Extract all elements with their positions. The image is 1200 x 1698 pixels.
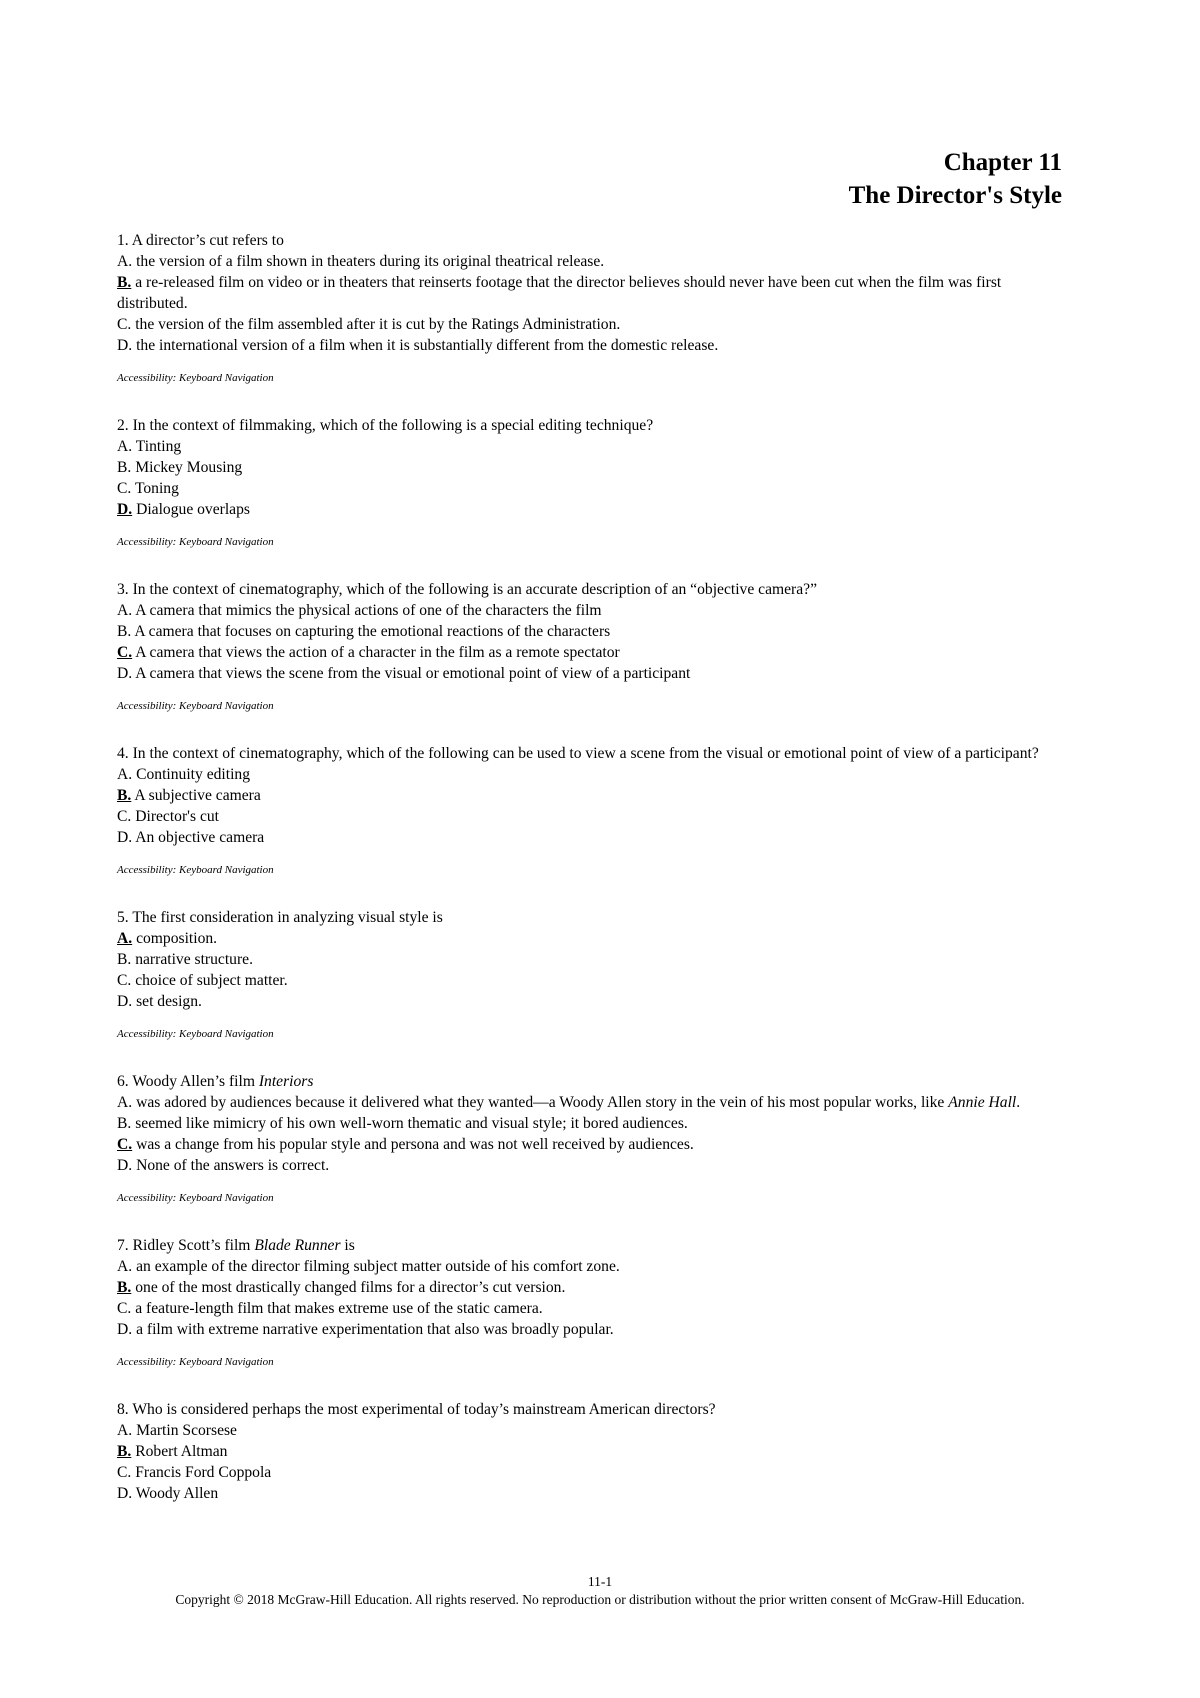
option-letter: C. <box>117 1300 132 1317</box>
text-segment: The first consideration in analyzing visual style is <box>132 909 443 926</box>
text-segment: In the context of filmmaking, which of the following is a special editing technique? <box>132 417 654 434</box>
text-segment: A subjective camera <box>134 787 261 804</box>
text-segment: Woody Allen <box>135 1485 219 1502</box>
italic-title: Annie Hall <box>948 1094 1017 1111</box>
text-segment: the version of a film shown in theaters during its original theatrical release. <box>136 253 605 270</box>
question-text <box>117 907 1063 928</box>
accessibility-note: Accessibility: Keyboard Navigation <box>117 372 274 384</box>
question-text <box>117 579 1063 600</box>
question-text <box>117 743 1063 764</box>
option-letter: A. <box>117 602 133 619</box>
text-segment: Tinting <box>135 438 182 455</box>
accessibility-note: Accessibility: Keyboard Navigation <box>117 864 274 876</box>
answer-option <box>117 1155 1063 1176</box>
text-segment: the version of the film assembled after it is cut by the Ratings Administration. <box>135 316 621 333</box>
answer-option <box>117 478 1063 499</box>
text-segment: the international version of a film when it is substantially different from the domestic release. <box>136 337 719 354</box>
text-segment: Mickey Mousing <box>135 459 243 476</box>
option-letter: A. <box>117 1094 133 1111</box>
accessibility-note: Accessibility: Keyboard Navigation <box>117 1192 274 1204</box>
text-segment: Robert Altman <box>135 1443 228 1460</box>
italic-title: Interiors <box>258 1073 314 1090</box>
text-segment: None of the answers is correct. <box>136 1157 330 1174</box>
page-number: 11-1 <box>587 1574 613 1589</box>
option-letter: B. <box>117 1115 132 1132</box>
option-letter: D. <box>117 1157 133 1174</box>
text-segment: composition. <box>136 930 218 947</box>
answer-option <box>117 991 1063 1012</box>
correct-answer-letter: D. <box>117 501 133 518</box>
answer-option <box>117 251 1063 272</box>
option-letter: B. <box>117 459 132 476</box>
question-number: 8. <box>117 1401 129 1418</box>
text-segment: Francis Ford Coppola <box>135 1464 272 1481</box>
correct-answer-letter: C. <box>117 1136 133 1153</box>
text-segment: Director's cut <box>135 808 219 825</box>
text-segment: An objective camera <box>135 829 265 846</box>
answer-option <box>117 1092 1063 1113</box>
question-item <box>117 415 1063 549</box>
correct-answer-letter: B. <box>117 787 132 804</box>
answer-option <box>117 1441 1063 1462</box>
answer-option <box>117 1319 1063 1340</box>
question-text <box>117 1235 1063 1256</box>
option-letter: B. <box>117 623 132 640</box>
option-letter: B. <box>117 951 132 968</box>
option-letter: C. <box>117 808 132 825</box>
accessibility-note: Accessibility: Keyboard Navigation <box>117 536 274 548</box>
question-item <box>117 1235 1063 1369</box>
copyright-notice: Copyright © 2018 McGraw-Hill Education. All rights reserved. No reproduction or distribution without the prior written consent of McGraw-Hill Education. <box>175 1592 1025 1607</box>
text-segment: Continuity editing <box>136 766 251 783</box>
answer-option <box>117 928 1063 949</box>
answer-option <box>117 1483 1063 1504</box>
text-segment: Toning <box>134 480 179 497</box>
question-text <box>117 1071 1063 1092</box>
option-letter: D. <box>117 665 133 682</box>
option-letter: D. <box>117 1321 133 1338</box>
answer-option <box>117 621 1063 642</box>
answer-option <box>117 600 1063 621</box>
option-letter: A. <box>117 766 133 783</box>
text-segment: A camera that mimics the physical actions of one of the characters the film <box>135 602 602 619</box>
question-text <box>117 230 1063 251</box>
text-segment: was adored by audiences because it delivered what they wanted—a Woody Allen story in the vein of his most popular works, like <box>136 1094 949 1111</box>
answer-option <box>117 764 1063 785</box>
option-letter: C. <box>117 316 132 333</box>
text-segment: A camera that views the scene from the visual or emotional point of view of a participant <box>135 665 691 682</box>
text-segment: A camera that views the action of a character in the film as a remote spectator <box>135 644 620 661</box>
answer-option <box>117 663 1063 684</box>
question-list <box>117 230 1063 1534</box>
question-item <box>117 1071 1063 1205</box>
text-segment: In the context of cinematography, which of the following can be used to view a scene from the visual or emotional point of view of a participant? <box>132 745 1039 762</box>
accessibility-note: Accessibility: Keyboard Navigation <box>117 700 274 712</box>
text-segment: Martin Scorsese <box>136 1422 237 1439</box>
question-item <box>117 1399 1063 1504</box>
question-number: 1. <box>117 232 129 249</box>
answer-option <box>117 314 1063 335</box>
option-letter: D. <box>117 1485 133 1502</box>
page-footer <box>0 1573 1200 1609</box>
chapter-title: The Director's Style <box>848 182 1062 209</box>
correct-answer-letter: B. <box>117 1279 132 1296</box>
text-segment: Who is considered perhaps the most experimental of today’s mainstream American directors? <box>132 1401 716 1418</box>
accessibility-note: Accessibility: Keyboard Navigation <box>117 1356 274 1368</box>
option-letter: C. <box>117 972 132 989</box>
option-letter: A. <box>117 1422 133 1439</box>
answer-option <box>117 457 1063 478</box>
answer-option <box>117 970 1063 991</box>
answer-option <box>117 1462 1063 1483</box>
text-segment: choice of subject matter. <box>135 972 288 989</box>
accessibility-note: Accessibility: Keyboard Navigation <box>117 1028 274 1040</box>
italic-title: Blade Runner <box>254 1237 341 1254</box>
text-segment: narrative structure. <box>135 951 253 968</box>
option-letter: A. <box>117 253 133 270</box>
text-segment: A director’s cut refers to <box>131 232 284 249</box>
option-letter: A. <box>117 1258 133 1275</box>
question-number: 4. <box>117 745 129 762</box>
answer-option <box>117 642 1063 663</box>
text-segment: In the context of cinematography, which of the following is an accurate description of an “objective camera?” <box>132 581 818 598</box>
option-letter: A. <box>117 438 133 455</box>
question-number: 2. <box>117 417 129 434</box>
correct-answer-letter: C. <box>117 644 133 661</box>
text-segment: a feature-length film that makes extreme use of the static camera. <box>135 1300 543 1317</box>
text-segment: is <box>340 1237 355 1254</box>
answer-option <box>117 1113 1063 1134</box>
answer-option <box>117 436 1063 457</box>
answer-option <box>117 1277 1063 1298</box>
question-text <box>117 1399 1063 1420</box>
text-segment: a film with extreme narrative experimentation that also was broadly popular. <box>136 1321 614 1338</box>
question-number: 5. <box>117 909 129 926</box>
chapter-number: Chapter 11 <box>943 149 1062 176</box>
chapter-header <box>849 146 1062 212</box>
text-segment: Ridley Scott’s film <box>132 1237 255 1254</box>
text-segment: Dialogue overlaps <box>136 501 250 518</box>
text-segment: one of the most drastically changed films for a director’s cut version. <box>135 1279 566 1296</box>
question-text <box>117 415 1063 436</box>
answer-option <box>117 272 1063 314</box>
text-segment: A camera that focuses on capturing the emotional reactions of the characters <box>134 623 611 640</box>
question-item <box>117 743 1063 877</box>
text-segment: seemed like mimicry of his own well-worn thematic and visual style; it bored audiences. <box>135 1115 688 1132</box>
question-item <box>117 579 1063 713</box>
option-letter: D. <box>117 829 133 846</box>
option-letter: C. <box>117 480 132 497</box>
answer-option <box>117 1256 1063 1277</box>
answer-option <box>117 335 1063 356</box>
answer-option <box>117 827 1063 848</box>
option-letter: C. <box>117 1464 132 1481</box>
answer-option <box>117 1134 1063 1155</box>
correct-answer-letter: B. <box>117 1443 132 1460</box>
answer-option <box>117 1298 1063 1319</box>
question-item <box>117 230 1063 385</box>
text-segment: set design. <box>136 993 202 1010</box>
text-segment: . <box>1016 1094 1021 1111</box>
text-segment: Woody Allen’s film <box>132 1073 259 1090</box>
question-number: 7. <box>117 1237 129 1254</box>
answer-option <box>117 499 1063 520</box>
text-segment: was a change from his popular style and persona and was not well received by audiences. <box>136 1136 694 1153</box>
question-number: 6. <box>117 1073 129 1090</box>
answer-option <box>117 785 1063 806</box>
option-letter: D. <box>117 337 133 354</box>
option-letter: D. <box>117 993 133 1010</box>
text-segment: a re-released film on video or in theaters that reinserts footage that the director believes should never have been cut when the film was first distributed. <box>117 274 1002 312</box>
answer-option <box>117 949 1063 970</box>
correct-answer-letter: A. <box>117 930 133 947</box>
answer-option <box>117 1420 1063 1441</box>
answer-option <box>117 806 1063 827</box>
correct-answer-letter: B. <box>117 274 132 291</box>
question-number: 3. <box>117 581 129 598</box>
question-item <box>117 907 1063 1041</box>
text-segment: an example of the director filming subject matter outside of his comfort zone. <box>136 1258 620 1275</box>
